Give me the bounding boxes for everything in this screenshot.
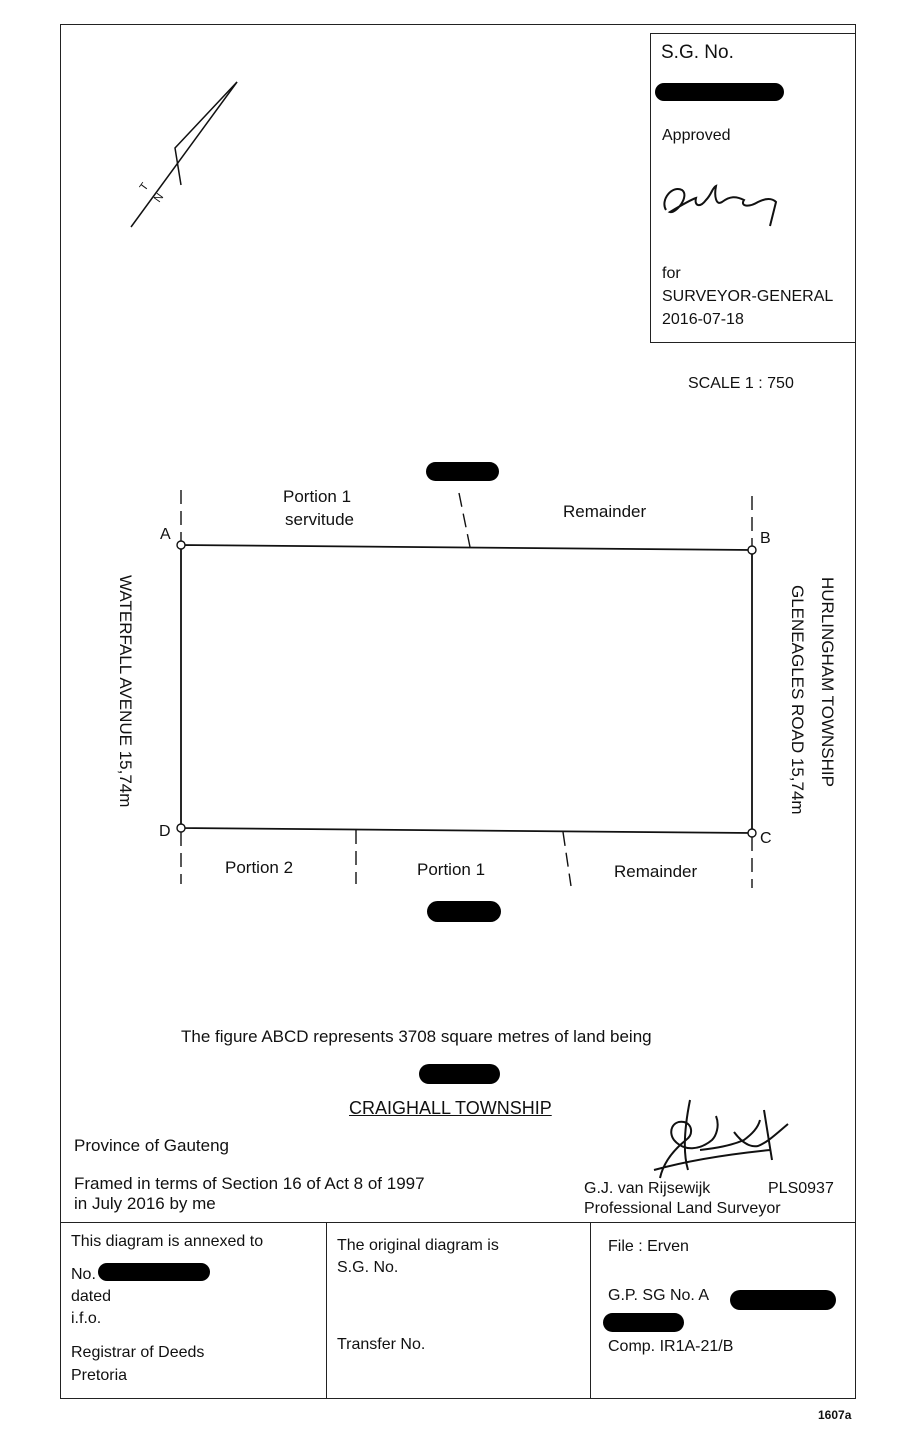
bottom-left-neighbour-label: Portion 2 — [225, 858, 294, 877]
corner-d-marker — [177, 824, 185, 832]
registrar-city: Pretoria — [71, 1367, 128, 1384]
corner-c-marker — [748, 829, 756, 837]
sg-number-title: S.G. No. — [661, 42, 734, 63]
north-arrow-icon — [131, 82, 237, 227]
approval-date: 2016-07-18 — [662, 311, 744, 328]
area-description: The figure ABCD represents 3708 square metres of land being — [181, 1027, 652, 1046]
bottom-right-neighbour-label: Remainder — [614, 862, 698, 881]
surveyor-title: Professional Land Surveyor — [584, 1200, 781, 1217]
bottom-mid-neighbour-label: Portion 1 — [417, 860, 486, 879]
surveyor-general-label: SURVEYOR-GENERAL — [662, 288, 834, 305]
form-number: 1607a — [818, 1408, 852, 1422]
redaction-block — [98, 1263, 210, 1281]
top-left-neighbour-servitude: servitude — [285, 510, 354, 529]
framed-terms-line1: Framed in terms of Section 16 of Act 8 of 1997 — [74, 1174, 425, 1193]
original-diagram-label: The original diagram is — [337, 1237, 499, 1254]
boundary-top-mid — [459, 493, 470, 547]
for-label: for — [662, 265, 681, 282]
corner-c-label: C — [760, 830, 772, 847]
boundary-bottom-right — [563, 832, 571, 886]
corner-b-label: B — [760, 530, 771, 547]
north-arrow-t: T — [137, 180, 152, 194]
province-label: Province of Gauteng — [74, 1136, 229, 1155]
redaction-block — [426, 462, 499, 481]
corner-d-label: D — [159, 823, 171, 840]
approved-label: Approved — [662, 127, 731, 144]
dated-label: dated — [71, 1288, 112, 1305]
annexed-label: This diagram is annexed to — [71, 1233, 264, 1250]
framed-terms-line2: in July 2016 by me — [74, 1194, 216, 1213]
corner-a-marker — [177, 541, 185, 549]
original-sg-no-label: S.G. No. — [337, 1259, 399, 1276]
gp-sg-no-label: G.P. SG No. A — [608, 1287, 710, 1304]
redaction-block — [603, 1313, 684, 1332]
parcel-outline — [181, 545, 752, 833]
township-name: CRAIGHALL TOWNSHIP — [349, 1098, 552, 1118]
top-left-neighbour-label: Portion 1 — [283, 487, 352, 506]
file-label: File : Erven — [608, 1238, 689, 1255]
redaction-block — [427, 901, 501, 922]
corner-a-label: A — [160, 526, 171, 543]
annexed-no-label: No. — [71, 1266, 96, 1283]
footer-divider — [590, 1222, 591, 1399]
ifo-label: i.f.o. — [71, 1310, 102, 1327]
registrar-label: Registrar of Deeds — [71, 1344, 205, 1361]
right-road-label: GLENEAGLES ROAD 15,74m — [788, 585, 807, 815]
top-right-neighbour-label: Remainder — [563, 502, 647, 521]
left-road-label: WATERFALL AVENUE 15,74m — [116, 575, 135, 808]
comp-label: Comp. IR1A-21/B — [608, 1338, 734, 1355]
redaction-block — [730, 1290, 836, 1310]
scale-label: SCALE 1 : 750 — [688, 375, 794, 392]
surveyor-registration: PLS0937 — [768, 1180, 834, 1197]
right-township-label: HURLINGHAM TOWNSHIP — [818, 576, 837, 787]
surveyor-name: G.J. van Rijsewijk — [584, 1180, 711, 1197]
redaction-block — [419, 1064, 500, 1084]
north-arrow-n: N — [151, 191, 167, 205]
transfer-no-label: Transfer No. — [337, 1336, 426, 1353]
corner-b-marker — [748, 546, 756, 554]
footer-divider — [326, 1222, 327, 1399]
